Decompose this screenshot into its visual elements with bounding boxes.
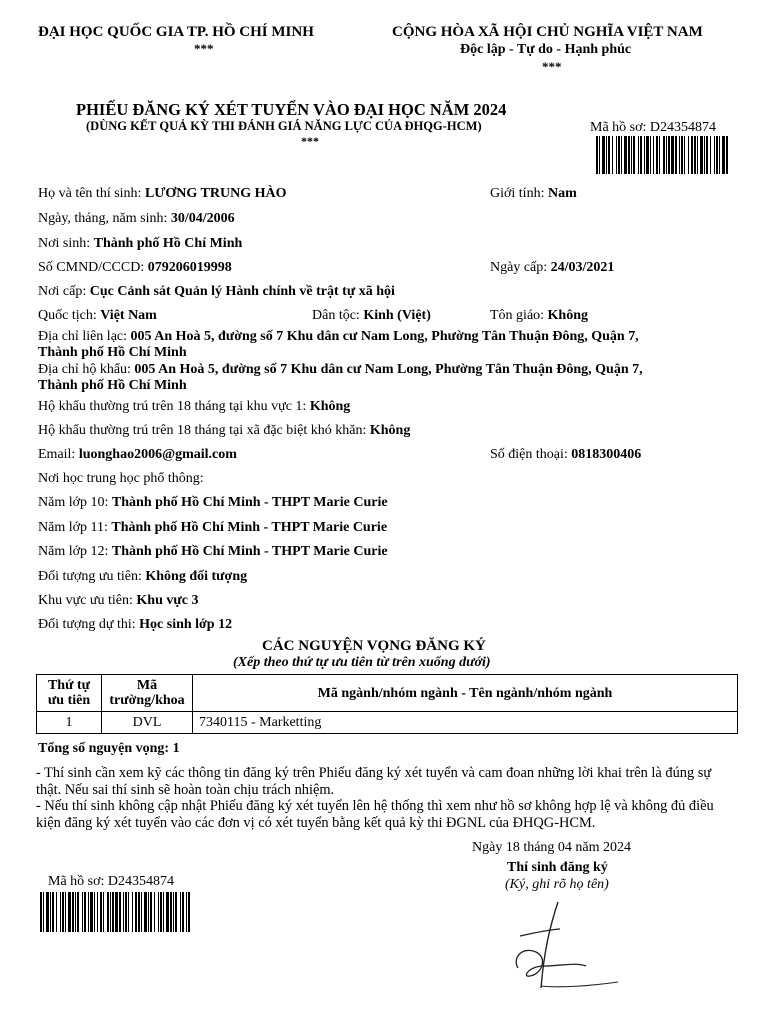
wishes-total: Tổng số nguyện vọng: 1 bbox=[38, 741, 180, 756]
barcode-bottom bbox=[40, 892, 190, 932]
right-stars: *** bbox=[542, 59, 562, 74]
form-title: PHIẾU ĐĂNG KÝ XÉT TUYỂN VÀO ĐẠI HỌC NĂM 2024 bbox=[76, 100, 507, 119]
wishes-table bbox=[36, 674, 738, 734]
row-special-commune: Hộ khẩu thường trú trên 18 tháng tại xã đặc biệt khó khăn: Không bbox=[38, 423, 411, 438]
university-name: ĐẠI HỌC QUỐC GIA TP. HỒ CHÍ MINH bbox=[38, 24, 314, 40]
dossier-code-top: Mã hồ sơ: D24354874 bbox=[590, 120, 717, 135]
row-area1: Hộ khẩu thường trú trên 18 tháng tại khu vực 1: Không bbox=[38, 399, 351, 414]
col-school-header: Mã trường/khoa bbox=[102, 675, 193, 712]
row-issue-place: Nơi cấp: Cục Cảnh sát Quản lý Hành chính về trật tự xã hội bbox=[38, 284, 395, 299]
sign-date: Ngày 18 tháng 04 năm 2024 bbox=[472, 840, 632, 855]
form-subtitle: (DÙNG KẾT QUẢ KỲ THI ĐÁNH GIÁ NĂNG LỰC CỦA ĐHQG-HCM) bbox=[86, 119, 482, 133]
wishes-subheading: (Xếp theo thứ tự ưu tiên từ trên xuống dưới) bbox=[233, 655, 491, 670]
wishes-table-header bbox=[37, 675, 738, 712]
signature bbox=[500, 896, 630, 996]
row-pob: Nơi sinh: Thành phố Hồ Chí Minh bbox=[38, 236, 243, 251]
note-1: - Thí sinh cần xem kỹ các thông tin đăng ký trên Phiếu đăng ký xét tuyển và cam đoan những lời khai trên là đúng sự thật. Nếu sai thí sinh sẽ hoàn toàn chịu trách nhiệm. bbox=[36, 765, 712, 798]
row-religion: Tôn giáo: Không bbox=[490, 308, 589, 323]
col-major-header: Mã ngành/nhóm ngành - Tên ngành/nhóm ngành bbox=[193, 675, 738, 712]
wish-order: 1 bbox=[37, 712, 102, 734]
row-phone: Số điện thoại: 0818300406 bbox=[490, 447, 642, 462]
row-school-heading: Nơi học trung học phổ thông: bbox=[38, 471, 204, 486]
wish-school: DVL bbox=[102, 712, 193, 734]
table-row bbox=[37, 712, 738, 734]
wish-major: 7340115 - Marketting bbox=[193, 712, 738, 734]
left-stars: *** bbox=[194, 41, 214, 56]
row-fullname: Họ và tên thí sinh: LƯƠNG TRUNG HÀO bbox=[38, 186, 287, 201]
row-candidate-type: Đối tượng dự thi: Học sinh lớp 12 bbox=[38, 617, 233, 632]
country-name: CỘNG HÒA XÃ HỘI CHỦ NGHĨA VIỆT NAM bbox=[392, 24, 703, 40]
country-motto: Độc lập - Tự do - Hạnh phúc bbox=[460, 42, 632, 57]
row-household-address-2: Thành phố Hồ Chí Minh bbox=[38, 378, 187, 393]
row-grade12: Năm lớp 12: Thành phố Hồ Chí Minh - THPT Marie Curie bbox=[38, 544, 388, 559]
sign-role: Thí sinh đăng ký bbox=[507, 860, 608, 875]
row-dob: Ngày, tháng, năm sinh: 30/04/2006 bbox=[38, 211, 235, 226]
row-priority: Đối tượng ưu tiên: Không đối tượng bbox=[38, 569, 248, 584]
row-nationality: Quốc tịch: Việt Nam bbox=[38, 308, 157, 323]
row-id: Số CMND/CCCD: 079206019998 bbox=[38, 260, 232, 275]
col-order-header: Thứ tự ưu tiên bbox=[37, 675, 102, 712]
dossier-code-bottom: Mã hồ sơ: D24354874 bbox=[48, 874, 175, 889]
fullname-value: LƯƠNG TRUNG HÀO bbox=[144, 186, 287, 201]
row-grade11: Năm lớp 11: Thành phố Hồ Chí Minh - THPT Marie Curie bbox=[38, 520, 388, 535]
row-contact-address: Địa chỉ liên lạc: 005 An Hoà 5, đường số 7 Khu dân cư Nam Long, Phường Tân Thuận Đông, Quận 7, bbox=[38, 329, 639, 344]
row-ethnic: Dân tộc: Kinh (Việt) bbox=[312, 308, 431, 323]
row-email: Email: luonghao2006@gmail.com bbox=[38, 447, 237, 462]
row-household-address: Địa chỉ hộ khẩu: 005 An Hoà 5, đường số 7 Khu dân cư Nam Long, Phường Tân Thuận Đông, Quận 7, bbox=[38, 362, 643, 377]
row-issue-date: Ngày cấp: 24/03/2021 bbox=[490, 260, 615, 275]
wishes-heading: CÁC NGUYỆN VỌNG ĐĂNG KÝ bbox=[262, 638, 486, 654]
title-stars: *** bbox=[301, 134, 319, 148]
barcode-top bbox=[596, 136, 728, 174]
row-gender: Giới tính: Nam bbox=[490, 186, 577, 201]
note-2: - Nếu thí sinh không cập nhật Phiếu đăng ký xét tuyển lên hệ thống thì xem như hồ sơ không hợp lệ và không đủ điều kiện đăng ký xét tuyển vào các đơn vị có xét tuyển bằng kết quả kỳ thi ĐGNL của ĐHQG-HCM. bbox=[36, 798, 714, 831]
row-contact-address-2: Thành phố Hồ Chí Minh bbox=[38, 345, 187, 360]
row-grade10: Năm lớp 10: Thành phố Hồ Chí Minh - THPT Marie Curie bbox=[38, 495, 388, 510]
row-zone: Khu vực ưu tiên: Khu vực 3 bbox=[38, 593, 199, 608]
sign-hint: (Ký, ghi rõ họ tên) bbox=[505, 877, 609, 892]
